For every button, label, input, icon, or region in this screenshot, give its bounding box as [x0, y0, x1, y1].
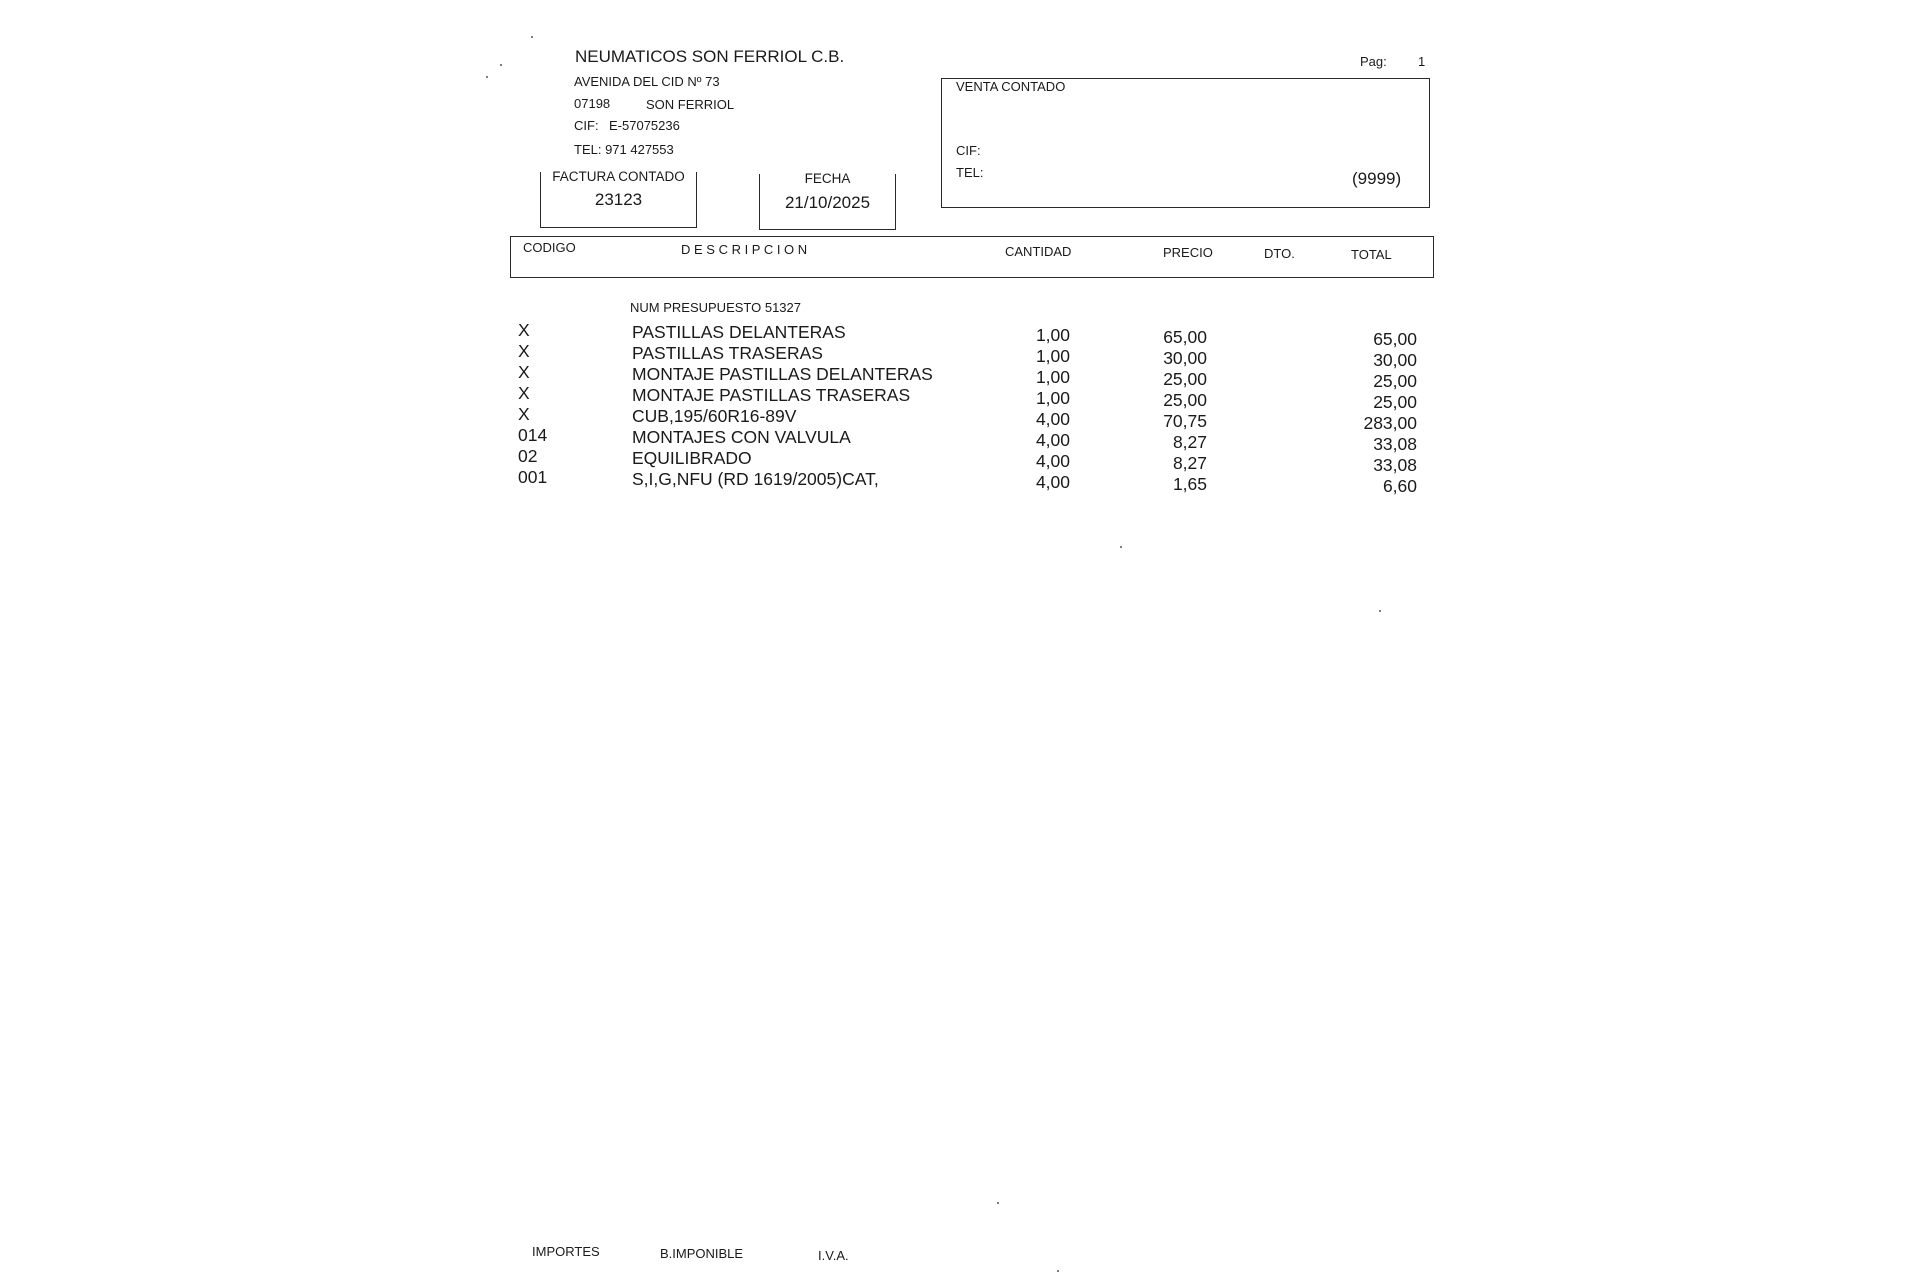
company-tel: TEL: 971 427553	[574, 142, 674, 157]
page-label: Pag:	[1360, 54, 1387, 69]
scan-speck	[531, 36, 533, 38]
row-codigo: 001	[518, 467, 548, 487]
row-descripcion: MONTAJES CON VALVULA	[632, 427, 851, 447]
header-descripcion: D E S C R I P C I O N	[681, 242, 808, 257]
row-precio: 70,75	[1163, 411, 1207, 431]
row-cantidad: 4,00	[1035, 409, 1070, 429]
row-descripcion: CUB,195/60R16-89V	[632, 406, 797, 426]
scan-speck	[500, 64, 502, 66]
row-codigo: 014	[518, 425, 548, 445]
company-name: NEUMATICOS SON FERRIOL C.B.	[575, 47, 845, 66]
row-codigo: X	[518, 362, 530, 382]
scan-speck	[1120, 546, 1122, 548]
footer-base-imponible: B.IMPONIBLE	[660, 1246, 744, 1261]
row-codigo: X	[518, 383, 530, 403]
row-cantidad: 1,00	[1035, 346, 1070, 366]
row-descripcion: PASTILLAS TRASERAS	[632, 343, 823, 363]
row-precio: 8,27	[1172, 453, 1207, 473]
row-precio: 65,00	[1163, 327, 1207, 347]
row-total: 25,00	[1373, 371, 1417, 391]
customer-box	[941, 78, 1430, 208]
date-value: 21/10/2025	[784, 193, 871, 212]
row-codigo: X	[518, 404, 530, 424]
row-cantidad: 4,00	[1035, 451, 1070, 471]
row-total: 30,00	[1373, 350, 1417, 370]
table-header	[510, 236, 1434, 278]
invoice-label: FACTURA CONTADO	[541, 170, 696, 184]
scan-speck	[486, 76, 488, 78]
header-total: TOTAL	[1351, 247, 1392, 262]
row-total: 33,08	[1373, 434, 1417, 454]
date-box	[759, 171, 896, 230]
row-total: 6,60	[1382, 476, 1417, 496]
row-cantidad: 4,00	[1035, 472, 1070, 492]
company-address: AVENIDA DEL CID Nº 73	[574, 74, 720, 89]
budget-note: NUM PRESUPUESTO 51327	[630, 300, 801, 315]
header-dto: DTO.	[1264, 246, 1295, 261]
header-cantidad: CANTIDAD	[1005, 244, 1072, 259]
row-cantidad: 1,00	[1035, 388, 1070, 408]
row-codigo: X	[518, 320, 530, 340]
customer-cif-label: CIF:	[956, 143, 981, 158]
row-codigo: 02	[518, 446, 538, 466]
company-postal-code: 07198	[574, 96, 611, 111]
row-precio: 1,65	[1172, 474, 1207, 494]
row-cantidad: 4,00	[1035, 430, 1070, 450]
scan-speck	[1379, 610, 1381, 612]
customer-title: VENTA CONTADO	[956, 79, 1066, 94]
date-label: FECHA	[760, 172, 895, 186]
company-cif-label: CIF:	[574, 118, 599, 133]
customer-tel-label: TEL:	[956, 165, 984, 180]
invoice-number: 23123	[594, 190, 643, 209]
row-cantidad: 1,00	[1035, 367, 1070, 387]
header-precio: PRECIO	[1163, 245, 1213, 260]
row-total: 65,00	[1373, 329, 1417, 349]
row-precio: 25,00	[1163, 369, 1207, 389]
footer-iva: I.V.A.	[818, 1248, 849, 1263]
row-codigo: X	[518, 341, 530, 361]
company-cif-value: E-57075236	[609, 118, 680, 133]
company-city: SON FERRIOL	[646, 97, 735, 112]
row-descripcion: MONTAJE PASTILLAS DELANTERAS	[632, 364, 933, 384]
row-descripcion: MONTAJE PASTILLAS TRASERAS	[632, 385, 911, 405]
row-descripcion: EQUILIBRADO	[632, 448, 752, 468]
page-number: 1	[1418, 54, 1426, 69]
footer-importes: IMPORTES	[532, 1244, 600, 1259]
row-precio: 8,27	[1172, 432, 1207, 452]
row-precio: 25,00	[1163, 390, 1207, 410]
scan-speck	[997, 1202, 999, 1204]
customer-code: (9999)	[1352, 169, 1402, 188]
row-total: 283,00	[1363, 413, 1417, 433]
row-descripcion: PASTILLAS DELANTERAS	[632, 322, 846, 342]
row-precio: 30,00	[1163, 348, 1207, 368]
invoice-box	[540, 169, 697, 228]
row-total: 33,08	[1373, 455, 1417, 475]
row-cantidad: 1,00	[1035, 325, 1070, 345]
row-total: 25,00	[1373, 392, 1417, 412]
row-descripcion: S,I,G,NFU (RD 1619/2005)CAT,	[632, 469, 879, 489]
header-codigo: CODIGO	[523, 240, 576, 255]
